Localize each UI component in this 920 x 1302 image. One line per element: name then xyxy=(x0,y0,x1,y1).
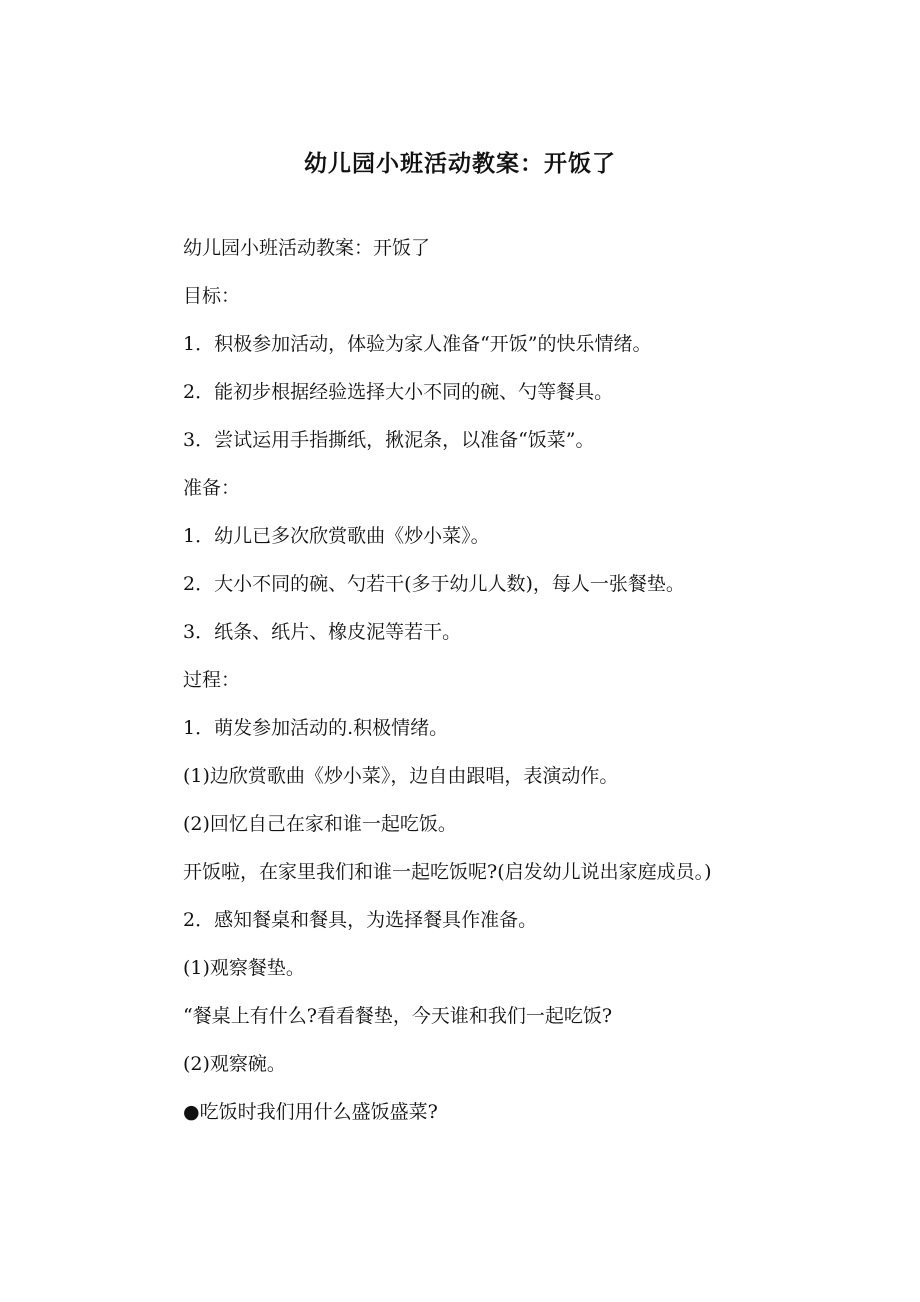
paragraph-process-1-2: (2)回忆自己在家和谁一起吃饭。 xyxy=(183,813,457,835)
paragraph-process-2-1-detail: “餐桌上有什么?看看餐垫，今天谁和我们一起吃饭? xyxy=(183,1005,613,1027)
paragraph-process-label: 过程： xyxy=(183,669,241,691)
document-title: 幼儿园小班活动教案：开饭了 xyxy=(304,151,616,177)
paragraph-prep-label: 准备： xyxy=(183,477,241,499)
paragraph-prep-2: 2．大小不同的碗、勺若干(多于幼儿人数)，每人一张餐垫。 xyxy=(183,573,685,595)
paragraph-process-1-2-detail: 开饭啦，在家里我们和谁一起吃饭呢?(启发幼儿说出家庭成员。) xyxy=(183,861,712,883)
paragraph-process-1-1: (1)边欣赏歌曲《炒小菜》，边自由跟唱，表演动作。 xyxy=(183,765,619,787)
paragraph-process-2: 2．感知餐桌和餐具，为选择餐具作准备。 xyxy=(183,909,538,931)
paragraph-heading-repeat: 幼儿园小班活动教案：开饭了 xyxy=(183,237,431,259)
paragraph-goals-label: 目标： xyxy=(183,285,241,307)
paragraph-process-2-1: (1)观察餐垫。 xyxy=(183,957,305,979)
paragraph-prep-1: 1．幼儿已多次欣赏歌曲《炒小菜》。 xyxy=(183,525,490,547)
paragraph-process-1: 1．萌发参加活动的.积极情绪。 xyxy=(183,717,449,739)
paragraph-process-2-2-question: ●吃饭时我们用什么盛饭盛菜? xyxy=(183,1101,438,1123)
paragraph-prep-3: 3．纸条、纸片、橡皮泥等若干。 xyxy=(183,621,462,643)
document-body xyxy=(140,224,780,1136)
paragraph-goal-3: 3．尝试运用手指撕纸，揪泥条，以准备“饭菜”。 xyxy=(183,429,595,451)
paragraph-process-2-2: (2)观察碗。 xyxy=(183,1053,286,1075)
paragraph-goal-2: 2．能初步根据经验选择大小不同的碗、勺等餐具。 xyxy=(183,381,614,403)
paragraph-goal-1: 1．积极参加活动，体验为家人准备“开饭”的快乐情绪。 xyxy=(183,333,652,355)
